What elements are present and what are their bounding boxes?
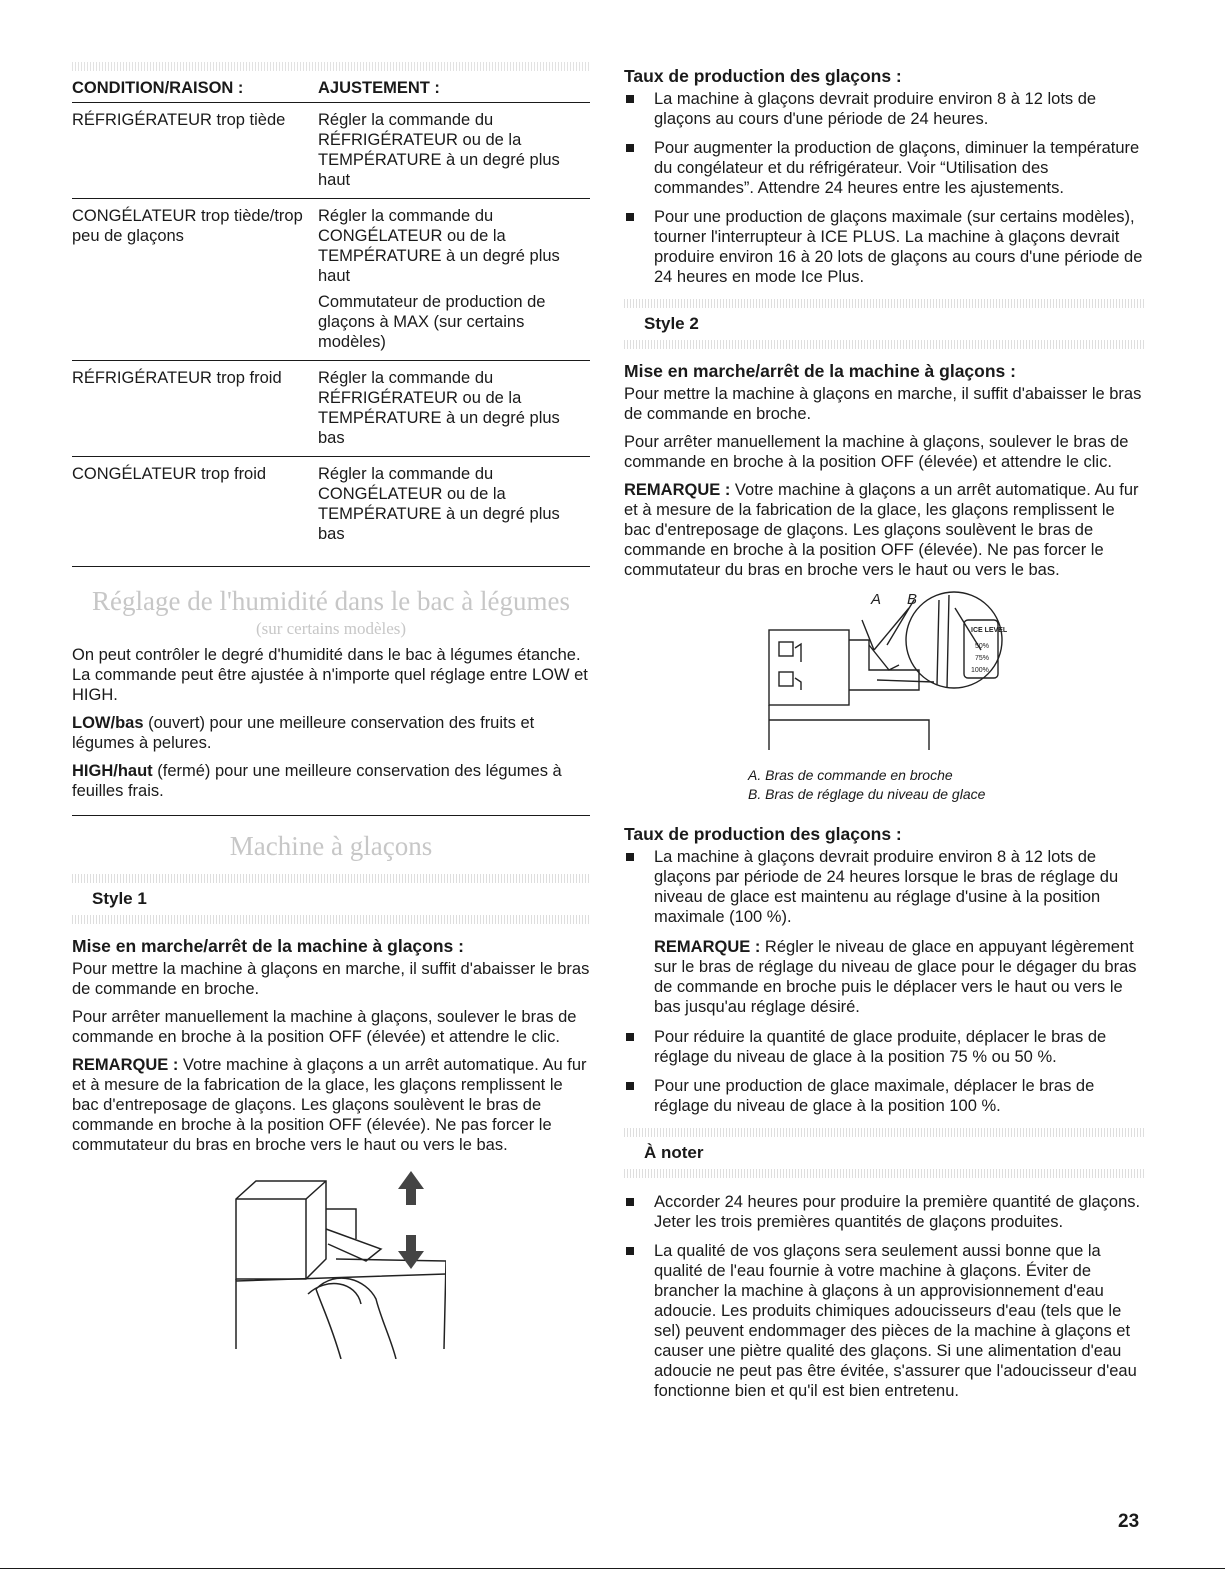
note-label: REMARQUE : bbox=[72, 1056, 179, 1074]
style2-p2: Pour arrêter manuellement la machine à glaçons, soulever le bras de commande en broche à la position OFF (élevée) et attendre le clic. bbox=[624, 433, 1129, 471]
style1-note bbox=[72, 1055, 590, 1155]
rate2-note bbox=[654, 937, 1144, 1017]
left-column bbox=[72, 62, 590, 1359]
adjustment-cell bbox=[318, 199, 590, 361]
condition-cell: CONGÉLATEUR trop tiède/trop peu de glaçons bbox=[72, 199, 318, 361]
style-2-label: Style 2 bbox=[644, 314, 699, 333]
high-label: HIGH/haut bbox=[72, 762, 153, 780]
humidity-high bbox=[72, 761, 590, 801]
humidity-intro: On peut contrôler le degré d'humidité dans le bac à légumes étanche. La commande peut être ajustée à n'importe quel réglage entre LOW et HIGH. bbox=[72, 646, 588, 704]
low-label: LOW/bas bbox=[72, 714, 144, 732]
adjustment-cell: Régler la commande du RÉFRIGÉRATEUR ou de la TEMPÉRATURE à un degré plus haut bbox=[318, 103, 590, 199]
style2-heading: Mise en marche/arrêt de la machine à glaçons : bbox=[624, 361, 1016, 381]
style1-p2: Pour arrêter manuellement la machine à glaçons, soulever le bras de commande en broche à la position OFF (élevée) et attendre le clic. bbox=[72, 1008, 577, 1046]
note-text: Votre machine à glaçons a un arrêt automatique. Au fur et à mesure de la fabrication de la glace, les glaçons remplissent le bac d'entreposage de glaçons. Les glaçons soulèvent le bras de commande en broche à la position OFF (élevée). Ne pas forcer le commutateur du bras en broche vers le haut ou vers le bas. bbox=[72, 1056, 587, 1154]
table-row bbox=[72, 103, 590, 199]
ice-level-drawing bbox=[759, 590, 1009, 760]
ice-level-illustration bbox=[759, 590, 1009, 760]
pct-100: 100% bbox=[971, 667, 989, 674]
list-item bbox=[624, 847, 1144, 1017]
table-row bbox=[72, 361, 590, 457]
header-adjustment: AJUSTEMENT : bbox=[318, 62, 590, 103]
hatch-band bbox=[624, 1128, 1144, 1137]
hatch-band bbox=[72, 915, 590, 924]
label-a: A bbox=[871, 591, 882, 608]
notes-label: À noter bbox=[644, 1143, 704, 1162]
hatch-band bbox=[624, 299, 1144, 308]
condition-cell: RÉFRIGÉRATEUR trop tiède bbox=[72, 103, 318, 199]
rate2-heading: Taux de production des glaçons : bbox=[624, 824, 902, 844]
list-item: Accorder 24 heures pour produire la première quantité de glaçons. Jeter les trois premières quantités de glaçons produites. bbox=[624, 1192, 1144, 1232]
ice-maker-style1-illustration bbox=[216, 1169, 446, 1359]
rate1-list bbox=[624, 89, 1144, 287]
divider bbox=[72, 815, 590, 816]
table-row bbox=[72, 199, 590, 361]
style1-p1: Pour mettre la machine à glaçons en marche, il suffit d'abaisser le bras de commande en broche. bbox=[72, 960, 590, 998]
pct-75: 75% bbox=[975, 655, 990, 662]
hatch-band bbox=[72, 874, 590, 883]
condition-cell: RÉFRIGÉRATEUR trop froid bbox=[72, 361, 318, 457]
low-text: (ouvert) pour une meilleure conservation des fruits et légumes à pelures. bbox=[72, 714, 535, 752]
figure-caption-a: A. Bras de commande en broche bbox=[748, 767, 953, 783]
rate2-list bbox=[624, 847, 1144, 1116]
high-text: (fermé) pour une meilleure conservation des légumes à feuilles frais. bbox=[72, 762, 562, 800]
note-text: Régler le niveau de glace en appuyant légèrement sur le bras de réglage du niveau de glace pour le dégager du bras de commande en broche puis le déplacer vers le haut ou vers le bas jusqu'au réglage désiré. bbox=[654, 938, 1137, 1016]
condition-cell: CONGÉLATEUR trop froid bbox=[72, 457, 318, 567]
list-item: Pour réduire la quantité de glace produite, déplacer le bras de réglage du niveau de glace à la position 75 % ou 50 %. bbox=[624, 1027, 1144, 1067]
bottom-rule bbox=[0, 1568, 1225, 1569]
label-b: B bbox=[907, 591, 918, 608]
style2-note bbox=[624, 480, 1144, 580]
condition-table bbox=[72, 62, 590, 567]
adjustment-text: Régler la commande du CONGÉLATEUR ou de la TEMPÉRATURE à un degré plus haut bbox=[318, 207, 560, 285]
table-row bbox=[72, 457, 590, 567]
rate1-heading: Taux de production des glaçons : bbox=[624, 66, 902, 86]
page-number: 23 bbox=[1118, 1511, 1140, 1532]
list-item: La machine à glaçons devrait produire environ 8 à 12 lots de glaçons au cours d'une période de 24 heures. bbox=[624, 89, 1144, 129]
style2-p1: Pour mettre la machine à glaçons en marche, il suffit d'abaisser le bras de commande en broche. bbox=[624, 385, 1142, 423]
list-item: Pour une production de glace maximale, déplacer le bras de réglage du niveau de glace à la position 100 %. bbox=[624, 1076, 1144, 1116]
humidity-section-subtitle: (sur certains modèles) bbox=[255, 619, 407, 638]
right-column bbox=[624, 62, 1144, 1410]
list-item-text: La machine à glaçons devrait produire environ 8 à 12 lots de glaçons par période de 24 heures lorsque le bras de réglage du niveau de glace est maintenu au réglage d'usine à la position maximale (100 %). bbox=[654, 848, 1119, 926]
notes-list bbox=[624, 1192, 1144, 1401]
ice-maker-arm-drawing bbox=[216, 1169, 446, 1359]
hatch-band bbox=[624, 1169, 1144, 1178]
ice-section-title: Machine à glaçons bbox=[229, 831, 433, 861]
note-label: REMARQUE : bbox=[624, 481, 731, 499]
note-label: REMARQUE : bbox=[654, 938, 761, 956]
list-item: Pour augmenter la production de glaçons, diminuer la température du congélateur et du réfrigérateur. Voir “Utilisation des commandes”. Attendre 24 heures entre les ajustements. bbox=[624, 138, 1144, 198]
list-item: Pour une production de glaçons maximale (sur certains modèles), tourner l'interrupteur à ICE PLUS. La machine à glaçons devrait produire environ 16 à 20 lots de glaçons au cours d'une période de 24 heures en mode Ice Plus. bbox=[624, 207, 1144, 287]
style-1-label: Style 1 bbox=[92, 889, 147, 908]
ice-level-label: ICE LEVEL bbox=[971, 627, 1008, 634]
adjustment-text-extra: Commutateur de production de glaçons à MAX (sur certains modèles) bbox=[318, 293, 546, 351]
figure-caption-b: B. Bras de réglage du niveau de glace bbox=[748, 786, 986, 802]
style1-heading: Mise en marche/arrêt de la machine à glaçons : bbox=[72, 936, 464, 956]
humidity-low bbox=[72, 713, 590, 753]
pct-50: 50% bbox=[975, 643, 990, 650]
adjustment-cell: Régler la commande du RÉFRIGÉRATEUR ou de la TEMPÉRATURE à un degré plus bas bbox=[318, 361, 590, 457]
list-item: La qualité de vos glaçons sera seulement aussi bonne que la qualité de l'eau fournie à votre machine à glaçons. Éviter de brancher la machine à glaçons à un approvisionnement d'eau adoucie. Les produits chimiques adoucisseurs d'eau (tels que le sel) peuvent endommager des pièces de la machine à glaçons et causer une piètre qualité des glaçons. Si une alimentation d'eau adoucie ne peut pas être évitée, s'assurer que l'adoucisseur d'eau fonctionne bien et qu'il est bien entretenu. bbox=[624, 1241, 1144, 1401]
humidity-section-title: Réglage de l'humidité dans le bac à légumes bbox=[92, 586, 570, 616]
header-condition: CONDITION/RAISON : bbox=[72, 62, 318, 103]
hatch-band bbox=[624, 340, 1144, 349]
adjustment-cell: Régler la commande du CONGÉLATEUR ou de la TEMPÉRATURE à un degré plus bas bbox=[318, 457, 590, 567]
note-text: Votre machine à glaçons a un arrêt automatique. Au fur et à mesure de la fabrication de la glace, les glaçons remplissent le bac d'entreposage de glaçons. Les glaçons soulèvent le bras de commande en broche à la position OFF (élevée). Ne pas forcer le commutateur du bras en broche vers le haut ou vers le bas. bbox=[624, 481, 1139, 579]
